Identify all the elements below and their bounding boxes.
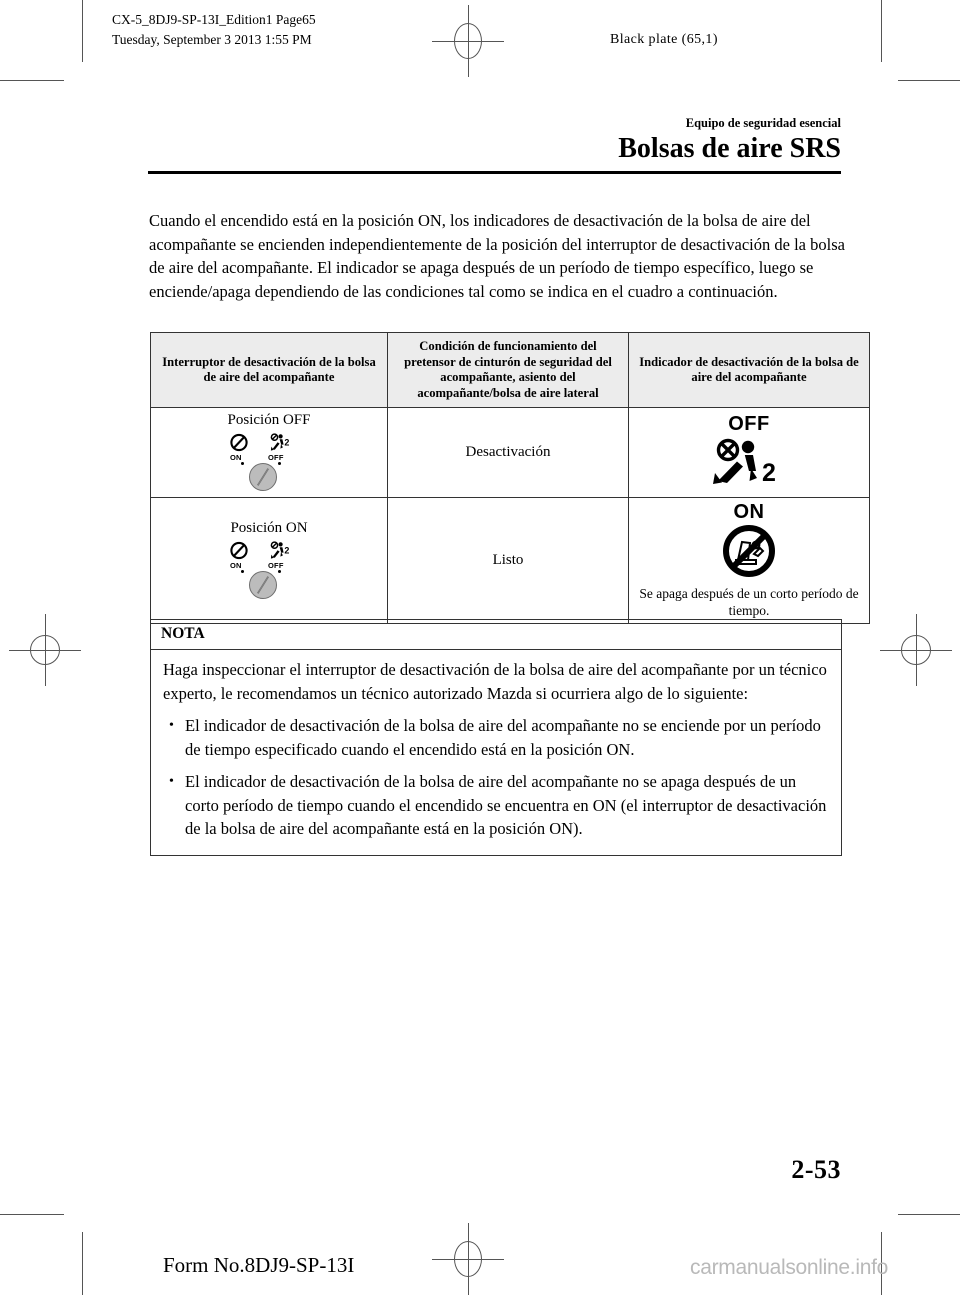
airbag-off-passenger-small-icon [269, 541, 293, 561]
section-kicker: Equipo de seguridad esencial [685, 116, 841, 130]
crop-rule-bottom-right [898, 1214, 960, 1215]
svg-text:2: 2 [284, 545, 290, 556]
form-number: Form No.8DJ9-SP-13I [163, 1253, 355, 1277]
switch-position-label: Posición OFF [227, 412, 311, 428]
table-body [151, 408, 870, 624]
list-item: • El indicador de desactivación de la bolsa de aire del acompañante no se apaga después de un corto período de tiempo cuando el encendido se encuentra en ON (el interruptor de desactivación de la bolsa de aire del acompañante está en la posición ON). [163, 770, 829, 841]
svg-text:2: 2 [762, 459, 776, 486]
indicator-note: Se apaga después de un corto período de tiempo. [639, 586, 859, 618]
switch-position-label: Posición ON [230, 520, 308, 536]
table-header-indicator: Indicador de desactivación de la bolsa de aire del acompañante [629, 333, 870, 408]
switch-detent-dot-on [241, 570, 244, 573]
switch-off-label: OFF [268, 453, 284, 462]
airbag-deactivation-table [150, 332, 870, 624]
svg-text:2: 2 [284, 437, 290, 448]
switch-on-label: ON [230, 453, 242, 462]
cell-switch-position-on [151, 498, 388, 624]
registration-mark-bottom-center [432, 1223, 504, 1295]
note-heading: NOTA [151, 620, 841, 650]
page-title: Bolsas de aire SRS [618, 133, 841, 164]
crop-rule-top-right [898, 80, 960, 81]
cell-switch-position-off [151, 408, 388, 498]
table-header-condition: Condición de funcionamiento del pretensor de cinturón de seguridad del acompañante, asiento del acompañante/bolsa de aire lateral [388, 333, 629, 408]
registration-mark-right [880, 614, 952, 686]
indicator-word-off: OFF [728, 413, 770, 435]
crop-rule-left-top [82, 0, 83, 62]
page-number: 2-53 [791, 1155, 841, 1184]
cell-condition-deactivation: Desactivación [388, 408, 629, 498]
black-plate-label: Black plate (65,1) [610, 32, 718, 47]
note-body [151, 650, 841, 855]
crop-rule-right-top [881, 0, 882, 62]
cell-indicator-on [629, 498, 870, 624]
crop-rule-top-left [0, 80, 64, 81]
airbag-on-prohibition-icon [229, 541, 253, 561]
switch-knob [249, 571, 277, 599]
list-item: • El indicador de desactivación de la bolsa de aire del acompañante no se enciende por un período de tiempo especificado cuando el encendido está en la posición ON. [163, 714, 829, 761]
registration-mark-circle [454, 23, 482, 59]
site-watermark: carmanualsonline.info [690, 1256, 888, 1279]
table-row [151, 498, 870, 624]
switch-knob [249, 463, 277, 491]
airbag-switch-graphic-on [223, 541, 315, 601]
registration-mark-circle [30, 635, 60, 665]
table-header-switch: Interruptor de desactivación de la bolsa de aire del acompañante [151, 333, 388, 408]
crop-rule-bottom-left [0, 1214, 64, 1215]
note-intro-text: Haga inspeccionar el interruptor de desactivación de la bolsa de aire del acompañante por un técnico experto, le recomendamos un técnico autorizado Mazda si ocurriera algo de lo siguiente: [163, 660, 827, 703]
no-rear-facing-child-seat-icon [722, 524, 776, 578]
airbag-switch-graphic-off [223, 433, 315, 493]
intro-paragraph: Cuando el encendido está en la posición ON, los indicadores de desactivación de la bolsa de aire del acompañante se encienden independientemente de la posición del interruptor de desactivación de la bolsa de aire del acompañante. El indicador se apaga después de un período de tiempo específico, luego se enciende/apaga dependiendo de las condiciones tal como se indica en el cuadro a continuación. [149, 211, 845, 301]
switch-off-label: OFF [268, 561, 284, 570]
switch-detent-dot-off [278, 462, 281, 465]
switch-on-label: ON [230, 561, 242, 570]
airbag-off-passenger-small-icon [269, 433, 293, 453]
crop-rule-left-bottom [82, 1232, 83, 1295]
table-header-row [151, 333, 870, 408]
registration-mark-circle [454, 1241, 482, 1277]
prepress-job-file: CX-5_8DJ9-SP-13I_Edition1 Page65 [112, 12, 316, 27]
registration-mark-left [9, 614, 81, 686]
table-row [151, 408, 870, 498]
cell-indicator-off [629, 408, 870, 498]
switch-detent-dot-off [278, 570, 281, 573]
cell-condition-ready: Listo [388, 498, 629, 624]
indicator-word-on: ON [733, 501, 765, 523]
registration-mark-circle [901, 635, 931, 665]
note-box [150, 619, 842, 856]
switch-detent-dot-on [241, 462, 244, 465]
indicator-graphic-off [634, 414, 864, 491]
registration-mark-top-center [432, 5, 504, 77]
note-bullet-list [163, 714, 829, 841]
airbag-on-prohibition-icon [229, 433, 253, 453]
prepress-job-timestamp: Tuesday, September 3 2013 1:55 PM [112, 31, 312, 47]
airbag-off-passenger-icon [710, 436, 788, 486]
prepress-job-info [112, 10, 316, 49]
indicator-graphic-on [634, 502, 864, 619]
section-rule [148, 171, 841, 174]
table-head [151, 333, 870, 408]
